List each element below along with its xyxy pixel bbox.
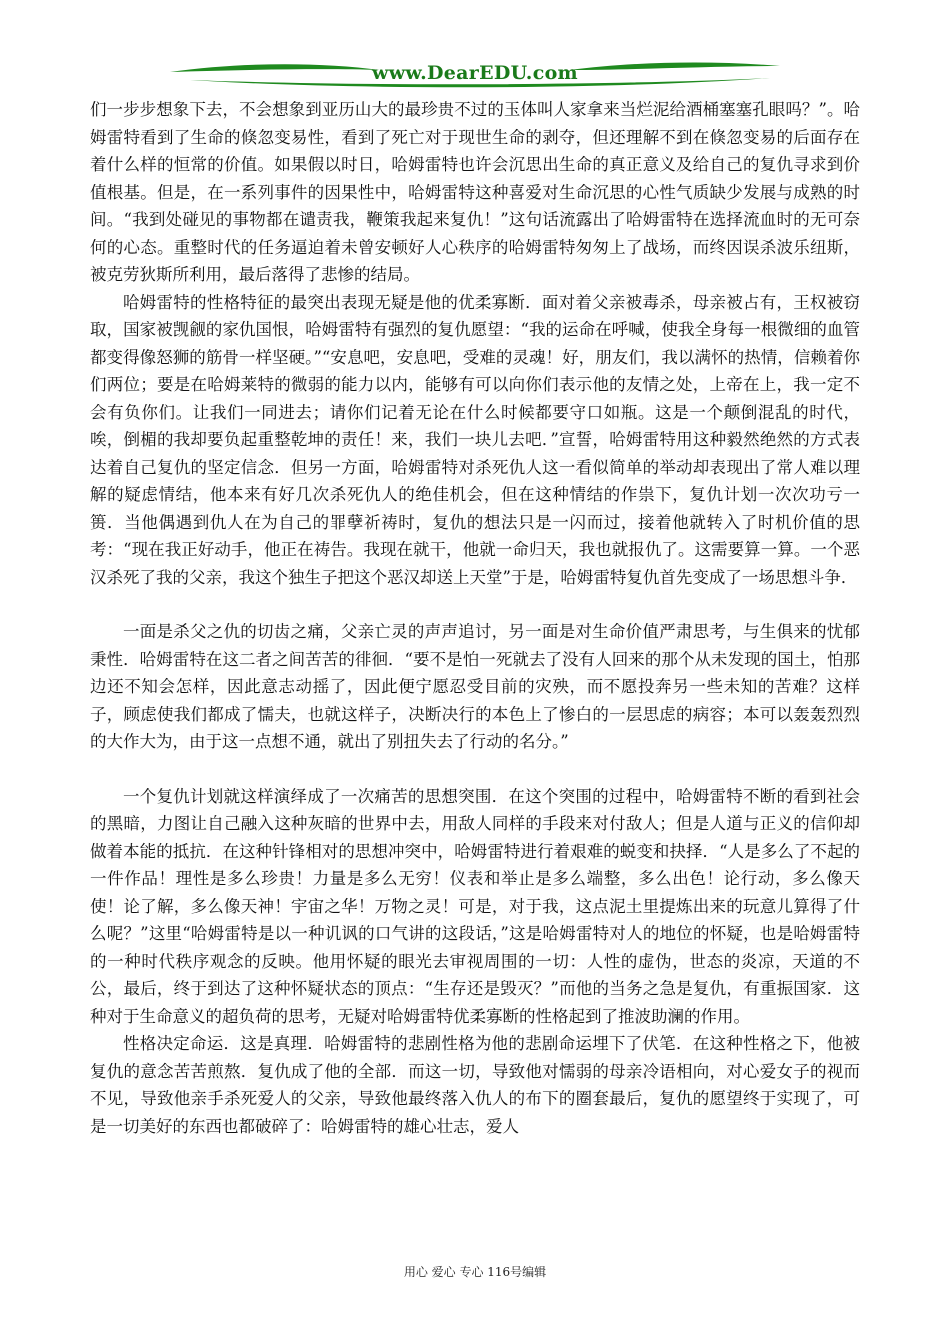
paragraph: 一个复仇计划就这样演绎成了一次痛苦的思想突围．在这个突围的过程中，哈姆雷特不断的看到社会的黑暗，力图让自己融入这种灰暗的世界中去，用敌人同样的手段来对付敌人；但是人道与正义的信仰却做着本能的抵抗．在这种针锋相对的思想冲突中，哈姆雷特进行着艰难的蜕变和抉择．“人是多么了不起的一件作品！理性是多么珍贵！力量是多么无穷！仪表和举止是多么端整，多么出色！论行动，多么像天使！论了解，多么像天神！宇宙之华！万物之灵！可是，对于我，这点泥土里提炼出来的玩意儿算得了什么呢？”这里“哈姆雷特是以一种讥讽的口气讲的这段话，”这是哈姆雷特对人的地位的怀疑，也是哈姆雷特的一种时代秩序观念的反映。他用怀疑的眼光去审视周围的一切：人性的虚伪，世态的炎凉，天道的不公，最后，终于到达了这种怀疑状态的顶点：“生存还是毁灭？”而他的当务之急是复仇，有重振国家．这种对于生命意义的超负荷的思考，无疑对哈姆雷特优柔寡断的性格起到了推波助澜的作用。 [90,786,860,1026]
paragraph: 一面是杀父之仇的切齿之痛，父亲亡灵的声声追讨，另一面是对生命价值严肃思考，与生俱来的忧郁秉性．哈姆雷特在这二者之间苦苦的徘徊．“要不是怕一死就去了没有人回来的那个从未发现的国土，怕那边还不知会怎样，因此意志动摇了，因此便宁愿忍受目前的灾殃，而不愿投奔另一些未知的苦难？这样子，顾虑使我们都成了懦夫，也就这样子，决断决行的本色上了惨白的一层思虑的病容；本可以轰轰烈烈的大作大为，由于这一点想不通，就出了别扭失去了行动的名分。” [90,622,860,751]
page-footer: 用心 爱心 专心 116号编辑 [403,1265,547,1279]
paragraph: 哈姆雷特的性格特征的最突出表现无疑是他的优柔寡断．面对着父亲被毒杀，母亲被占有，王权被窃取，国家被觊觎的家仇国恨，哈姆雷特有强烈的复仇愿望：“我的运命在呼喊，使我全身每一根微细的血管都变得像怒狮的筋骨一样坚硬。”“安息吧，安息吧，受难的灵魂！好，朋友们，我以满怀的热情，信赖着你们两位；要是在哈姆莱特的微弱的能力以内，能够有可以向你们表示他的友情之处，上帝在上，我一定不会有负你们。让我们一同进去；请你们记着无论在什么时候都要守口如瓶。这是一个颠倒混乱的时代，唉，倒楣的我却要负起重整乾坤的责任！来，我们一块儿去吧．”宣誓，哈姆雷特用这种毅然绝然的方式表达着自己复仇的坚定信念．但另一方面，哈姆雷特对杀死仇人这一看似简单的举动却表现出了常人难以理解的疑虑情结，他本来有好几次杀死仇人的绝佳机会，但在这种情结的作祟下，复仇计划一次次功亏一篑．当他偶遇到仇人在为自己的罪孽祈祷时，复仇的想法只是一闪而过，接着他就转入了时机价值的思考：“现在我正好动手，他正在祷告。我现在就干，他就一命归天，我也就报仇了。这需要算一算。一个恶汉杀死了我的父亲，我这个独生子把这个恶汉却送上天堂”于是，哈姆雷特复仇首先变成了一场思想斗争． [90,292,860,587]
site-logo-text[interactable]: www.DearEDU.com [372,62,578,84]
paragraph: 们一步步想象下去，不会想象到亚历山大的最珍贵不过的玉体叫人家拿来当烂泥给酒桶塞塞孔眼吗？”。哈姆雷特看到了生命的倏忽变易性，看到了死亡对于现世生命的剥夺，但还理解不到在倏忽变易的后面存在着什么样的恒常的价值。如果假以时日，哈姆雷特也许会沉思出生命的真正意义及给自己的复仇寻求到价值根基。但是，在一系列事件的因果性中，哈姆雷特这种喜爱对生命沉思的心性气质缺少发展与成熟的时间。“我到处碰见的事物都在谴责我，鞭策我起来复仇！”这句话流露出了哈姆雷特在选择流血时的无可奈何的心态。重整时代的任务逼迫着未曾安顿好人心秩序的哈姆雷特匆匆上了战场，而终因误杀波乐纽斯，被克劳狄斯所利用，最后落得了悲惨的结局。 [90,100,860,284]
site-header [150,56,800,96]
article-body [90,96,860,1140]
paragraph: 性格决定命运．这是真理．哈姆雷特的悲剧性格为他的悲剧命运埋下了伏笔．在这种性格之下，他被复仇的意念苦苦煎熬．复仇成了他的全部．而这一切，导致他对懦弱的母亲冷语相向，对心爱女子的视而不见，导致他亲手杀死爱人的父亲，导致他最终落入仇人的布下的圈套最后，复仇的愿望终于实现了，可是一切美好的东西也都破碎了：哈姆雷特的雄心壮志，爱人 [90,1034,860,1136]
